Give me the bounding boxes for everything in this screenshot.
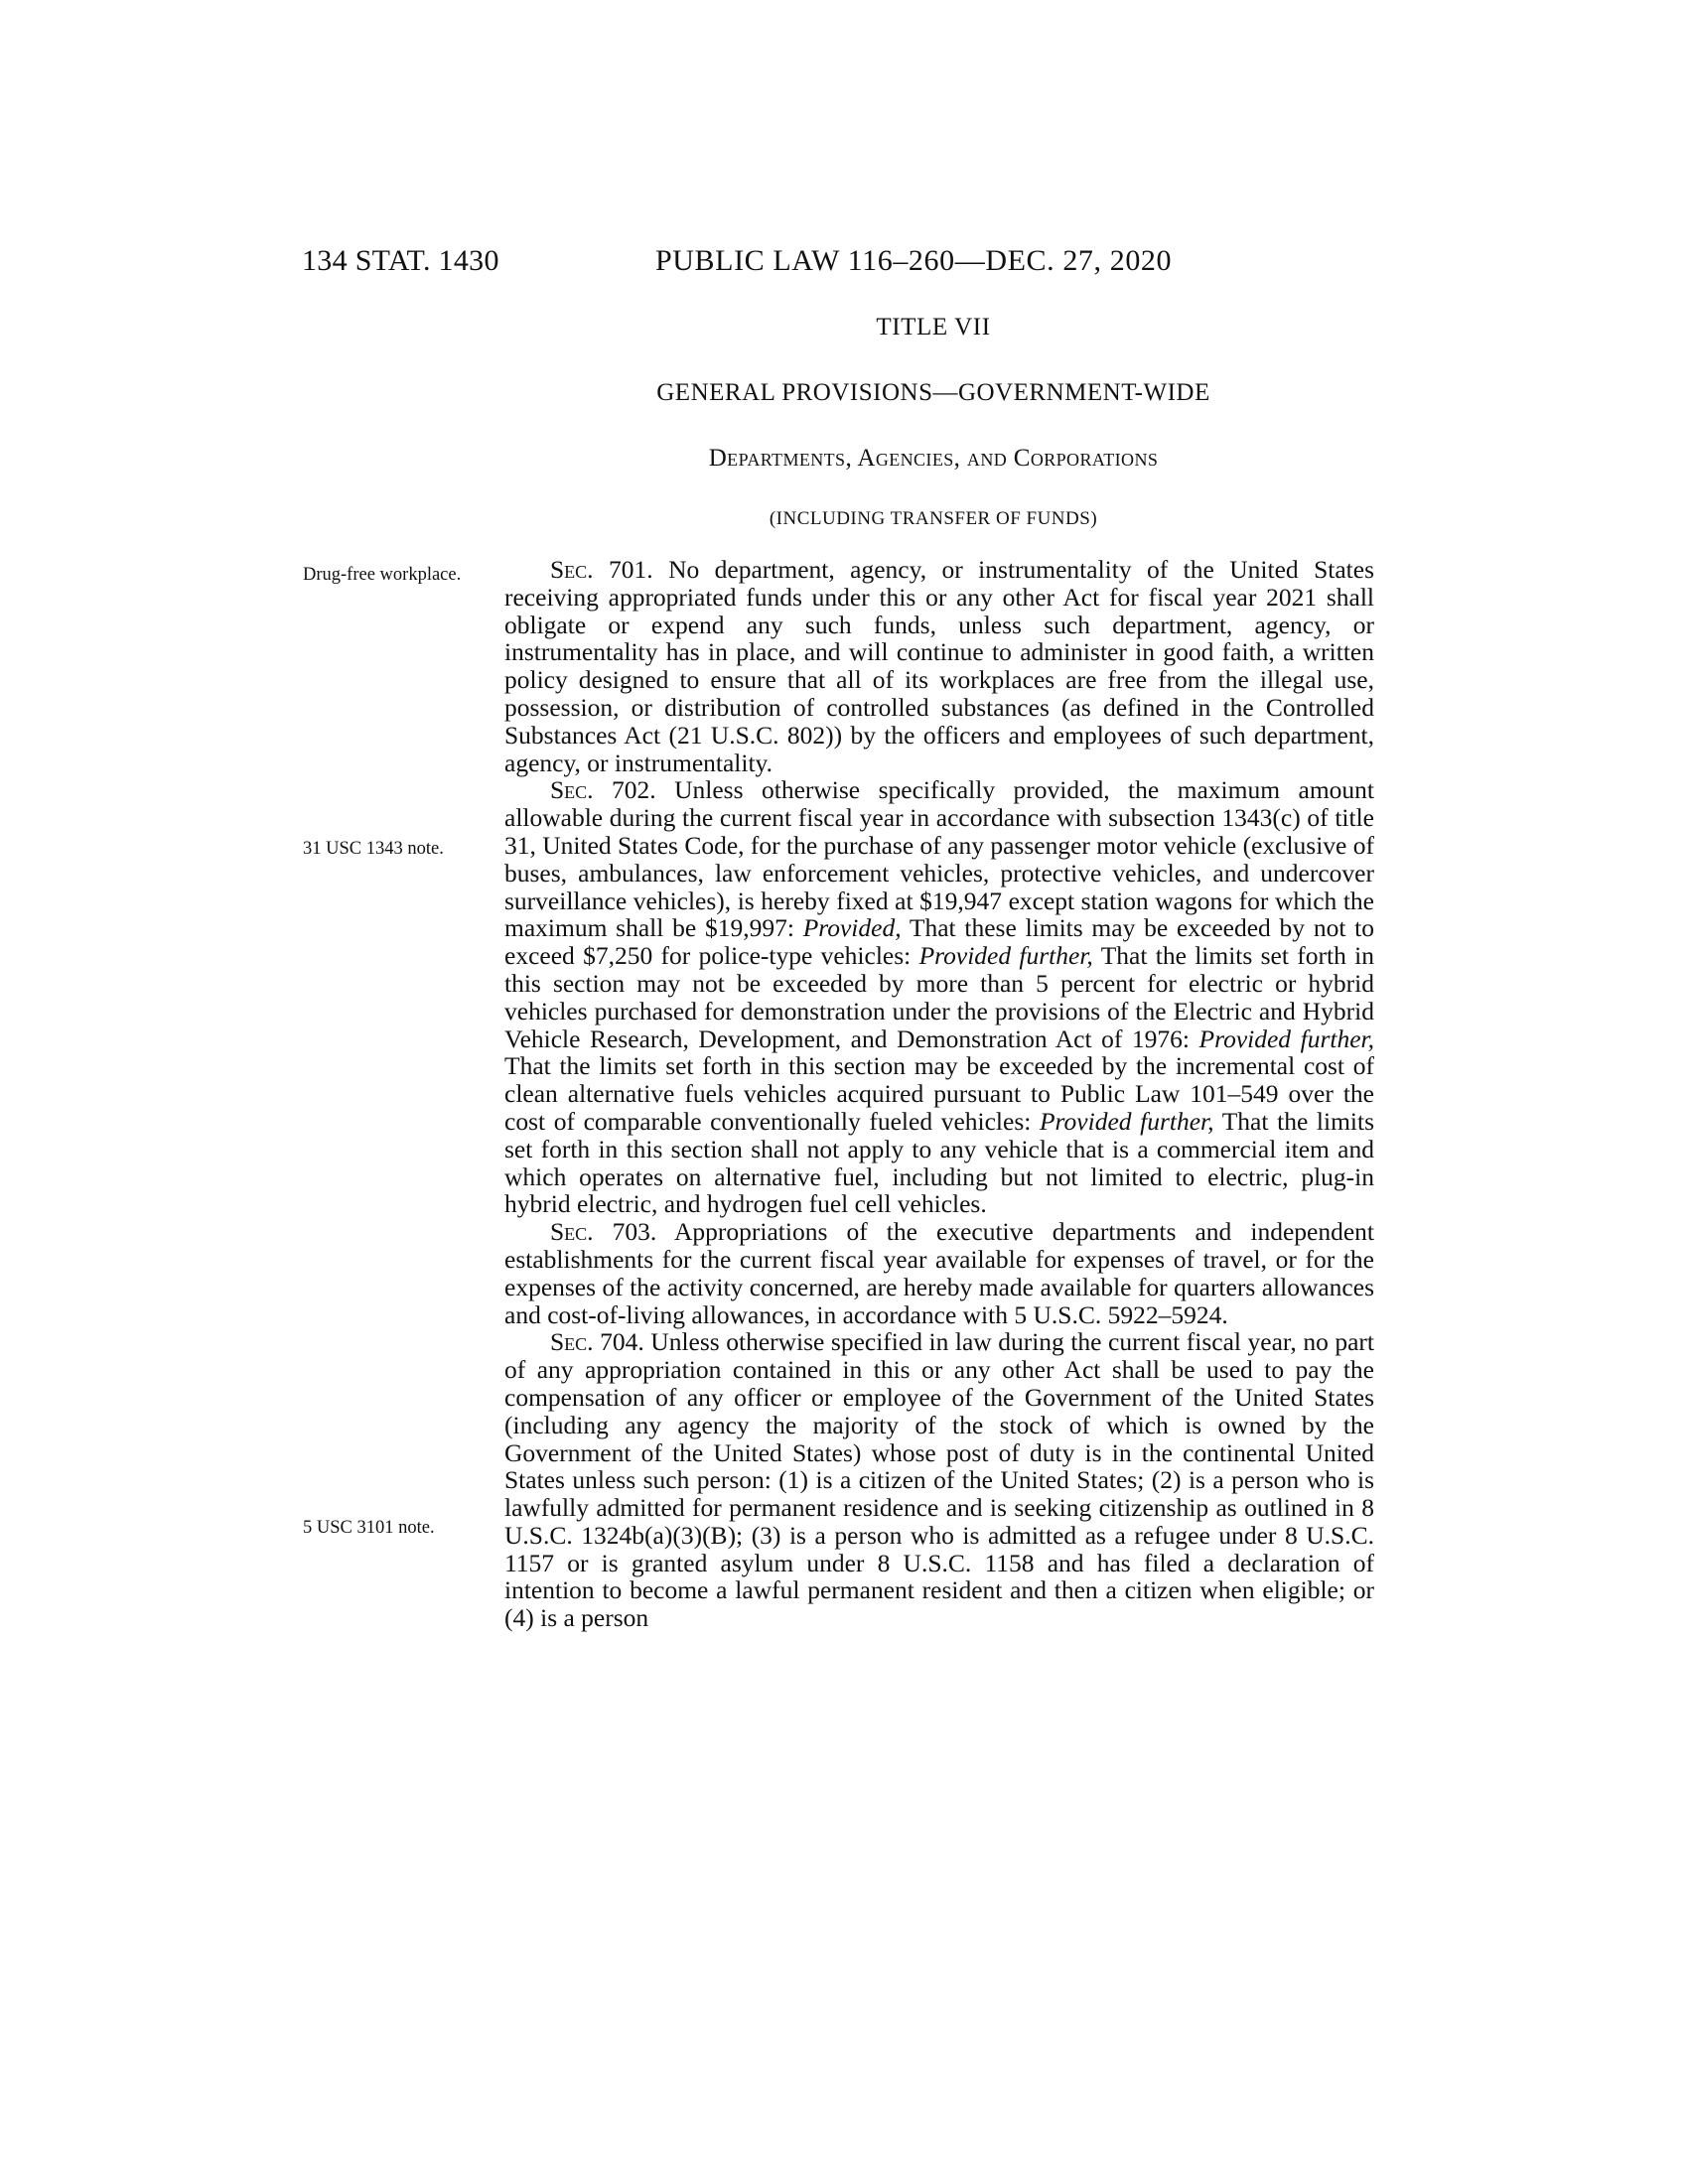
running-header	[0, 244, 1688, 288]
margin-note-5-usc-3101: 5 USC 3101 note.	[303, 1518, 435, 1538]
section-701-label: Sec. 701.	[550, 555, 653, 584]
margin-note-31-usc-1343: 31 USC 1343 note.	[303, 839, 444, 859]
section-701	[504, 556, 1374, 776]
section-702-proviso-2: Provided further,	[918, 941, 1093, 971]
section-703-text: Appropriations of the executive departments and independent establishments for the current fiscal year available for expenses of travel, or for the expenses of the activity concerned, are hereby made available for quarters allowances and cost-of-living allowances, in accordance with 5 U.S.C. 5922–5924.	[504, 1217, 1375, 1329]
section-702-text-2: That these limits may be exceeded by not to exceed $7,250 for police-type vehicles:	[504, 913, 1375, 971]
section-702-proviso-1: Provided,	[802, 913, 902, 943]
public-law-identifier: PUBLIC LAW 116–260—DEC. 27, 2020	[655, 244, 1173, 277]
section-702-text-5: That the limits set forth in this section shall not apply to any vehicle that is a commercial item and which operates on alternative fuel, including but not limited to electric, plug-in hybrid electric, and hydrogen fuel cell vehicles.	[504, 1106, 1374, 1219]
departments-heading-text: Departments, Agencies, and Corporations	[708, 445, 1159, 472]
section-702-proviso-3: Provided further,	[1198, 1024, 1374, 1053]
title-heading: TITLE VII	[876, 314, 991, 341]
statute-page-reference: 134 STAT. 1430	[302, 244, 499, 277]
section-704	[504, 1328, 1374, 1632]
section-702	[504, 776, 1374, 1218]
section-702-text-1: Unless otherwise specifically provided, the maximum amount allowable during the current fiscal year in accordance with subsection 1343(c) of title 31, United States Code, for the purchase of any passenger motor vehicle (exclusive of buses, ambulances, law enforcement vehicles, protective vehicles, and undercover surveillance vehicles), is hereby fixed at $19,947 except station wagons for which the maximum shall be $19,997:	[504, 775, 1374, 943]
section-704-text: Unless otherwise specified in law during the current fiscal year, no part of any appropriation contained in this or any other Act shall be used to pay the compensation of any officer or employee of the Government of the United States (including any agency the majority of the stock of which is owned by the Government of the United States) whose post of duty is in the continental United States unless such person: (1) is a citizen of the United States; (2) is a person who is lawfully admitted for permanent residence and is seeking citizenship as outlined in 8 U.S.C. 1324b(a)(3)(B); (3) is a person who is admitted as a refugee under 8 U.S.C. 1157 or is granted asylum under 8 U.S.C. 1158 and has filed a declaration of intention to become a lawful permanent resident and then a citizen when eligible; or (4) is a person	[504, 1327, 1375, 1633]
statute-body	[504, 556, 1374, 1632]
departments-heading	[492, 445, 1375, 473]
transfer-of-funds-heading: (INCLUDING TRANSFER OF FUNDS)	[769, 508, 1098, 529]
section-702-label: Sec. 702.	[550, 775, 656, 805]
margin-note-drug-free: Drug-free workplace.	[303, 565, 462, 585]
general-provisions-heading: GENERAL PROVISIONS—GOVERNMENT-WIDE	[656, 379, 1210, 406]
section-704-label: Sec. 704.	[550, 1327, 644, 1357]
section-702-text-3: That the limits set forth in this section may not be exceeded by more than 5 percent for electric or hybrid vehicles purchased for demonstration under the provisions of the Electric and Hybrid Vehicle Research, Development, and Demonstration Act of 1976:	[504, 941, 1374, 1053]
section-701-text: No department, agency, or instrumentality of the United States receiving appropriated funds under this or any other Act for fiscal year 2021 shall obligate or expend any such funds, unless such department, agency, or instrumentality has in place, and will continue to administer in good faith, a written policy designed to ensure that all of its workplaces are free from the illegal use, possession, or distribution of controlled substances (as defined in the Controlled Substances Act (21 U.S.C. 802)) by the officers and employees of such department, agency, or instrumentality.	[504, 555, 1375, 777]
section-702-text-4: That the limits set forth in this section may be exceeded by the incremental cost of clean alternative fuels vehicles acquired pursuant to Public Law 101–549 over the cost of comparable conventionally fueled vehicles:	[504, 1051, 1374, 1136]
section-703-label: Sec. 703.	[550, 1217, 657, 1247]
section-703	[504, 1218, 1374, 1328]
section-702-proviso-4: Provided further,	[1039, 1106, 1214, 1136]
